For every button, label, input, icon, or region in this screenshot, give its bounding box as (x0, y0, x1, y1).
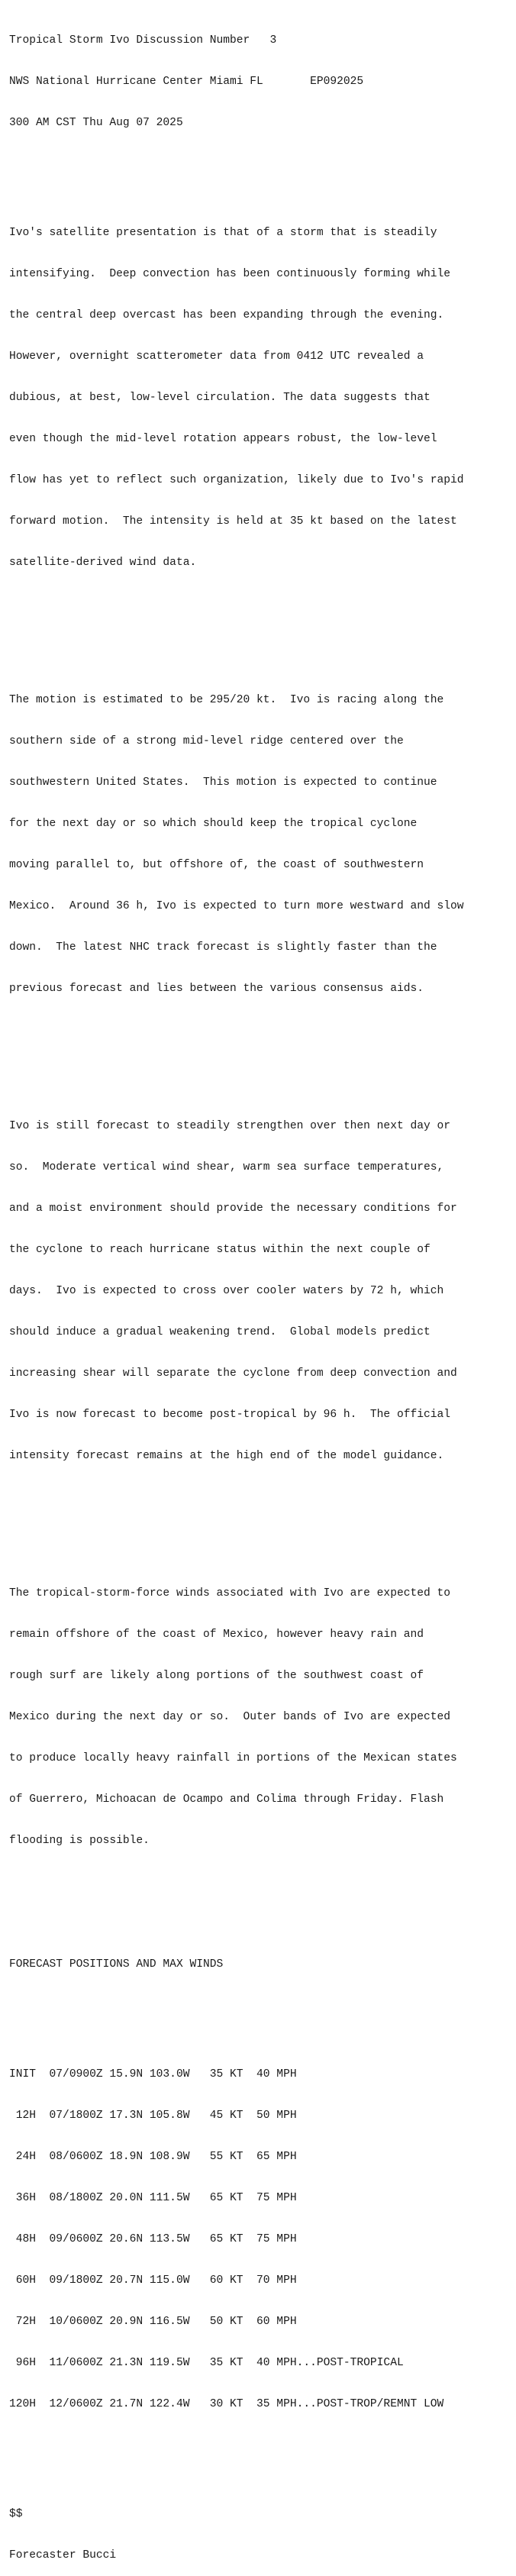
paragraph-intensity (9, 199, 516, 597)
text-line: flooding is possible. (9, 1835, 150, 1847)
text-line: satellite-derived wind data. (9, 557, 197, 569)
text-line: down. The latest NHC track forecast is slightly faster than the (9, 941, 437, 954)
text-line: flow has yet to reflect such organization, likely due to Ivo's rapid (9, 474, 464, 486)
text-line: increasing shear will separate the cyclone from deep convection and (9, 1367, 457, 1380)
forecast-row: 96H 11/0600Z 21.3N 119.5W 35 KT 40 MPH...POST-TROPICAL (9, 2357, 404, 2369)
header-title: Tropical Storm Ivo Discussion Number 3 (9, 34, 277, 47)
text-line: southwestern United States. This motion is expected to continue (9, 776, 437, 789)
forecast-row: 12H 07/1800Z 17.3N 105.8W 45 KT 50 MPH (9, 2110, 297, 2122)
paragraph-motion (9, 666, 516, 1023)
text-line: for the next day or so which should keep the tropical cyclone (9, 818, 418, 830)
forecast-row: 72H 10/0600Z 20.9N 116.5W 50 KT 60 MPH (9, 2316, 297, 2328)
forecast-row: 24H 08/0600Z 18.9N 108.9W 55 KT 65 MPH (9, 2151, 297, 2163)
text-line: of Guerrero, Michoacan de Ocampo and Colima through Friday. Flash (9, 1793, 444, 1806)
text-line: The tropical-storm-force winds associated with Ivo are expected to (9, 1587, 451, 1600)
text-line: intensity forecast remains at the high end of the model guidance. (9, 1450, 444, 1462)
forecast-row: 120H 12/0600Z 21.7N 122.4W 30 KT 35 MPH...POST-TROP/REMNT LOW (9, 2398, 444, 2410)
text-line: intensifying. Deep convection has been continuously forming while (9, 268, 451, 280)
forecast-row: 60H 09/1800Z 20.7N 115.0W 60 KT 70 MPH (9, 2274, 297, 2287)
discussion-document (9, 6, 516, 2576)
forecast-table (9, 2040, 516, 2439)
text-line: Ivo is now forecast to become post-tropical by 96 h. The official (9, 1409, 451, 1421)
text-line: Ivo is still forecast to steadily strengthen over then next day or (9, 1120, 451, 1132)
forecast-row: 36H 08/1800Z 20.0N 111.5W 65 KT 75 MPH (9, 2192, 297, 2204)
header-timestamp: 300 AM CST Thu Aug 07 2025 (9, 117, 183, 129)
header-office: NWS National Hurricane Center Miami FL EP092025 (9, 76, 364, 88)
forecaster-signature: Forecaster Bucci (9, 2549, 117, 2561)
text-line: the central deep overcast has been expanding through the evening. (9, 309, 444, 321)
text-line: dubious, at best, low-level circulation. The data suggests that (9, 392, 431, 404)
forecast-row: 48H 09/0600Z 20.6N 113.5W 65 KT 75 MPH (9, 2233, 297, 2245)
forecast-row: INIT 07/0900Z 15.9N 103.0W 35 KT 40 MPH (9, 2068, 297, 2080)
text-line: rough surf are likely along portions of the southwest coast of (9, 1670, 424, 1682)
forecast-table-title: FORECAST POSITIONS AND MAX WINDS (9, 1958, 224, 1971)
text-line: forward motion. The intensity is held at 35 kt based on the latest (9, 515, 457, 528)
text-line: so. Moderate vertical wind shear, warm sea surface temperatures, (9, 1161, 444, 1173)
paragraph-forecast (9, 1092, 516, 1490)
text-line: moving parallel to, but offshore of, the coast of southwestern (9, 859, 424, 871)
text-line: the cyclone to reach hurricane status within the next couple of (9, 1244, 431, 1256)
text-line: southern side of a strong mid-level ridge centered over the (9, 735, 404, 747)
text-line: Mexico. Around 36 h, Ivo is expected to turn more westward and slow (9, 900, 464, 912)
paragraph-hazards (9, 1559, 516, 1875)
text-line: to produce locally heavy rainfall in portions of the Mexican states (9, 1752, 457, 1764)
text-line: The motion is estimated to be 295/20 kt. Ivo is racing along the (9, 694, 444, 706)
text-line: even though the mid-level rotation appears robust, the low-level (9, 433, 437, 445)
text-line: should induce a gradual weakening trend. Global models predict (9, 1326, 431, 1338)
text-line: remain offshore of the coast of Mexico, however heavy rain and (9, 1629, 424, 1641)
text-line: Ivo's satellite presentation is that of a storm that is steadily (9, 227, 437, 239)
text-line: However, overnight scatterometer data from 0412 UTC revealed a (9, 350, 424, 363)
text-line: and a moist environment should provide the necessary conditions for (9, 1202, 457, 1215)
end-marker: $$ (9, 2508, 23, 2520)
text-line: Mexico during the next day or so. Outer bands of Ivo are expected (9, 1711, 451, 1723)
text-line: previous forecast and lies between the various consensus aids. (9, 983, 424, 995)
text-line: days. Ivo is expected to cross over cooler waters by 72 h, which (9, 1285, 444, 1297)
